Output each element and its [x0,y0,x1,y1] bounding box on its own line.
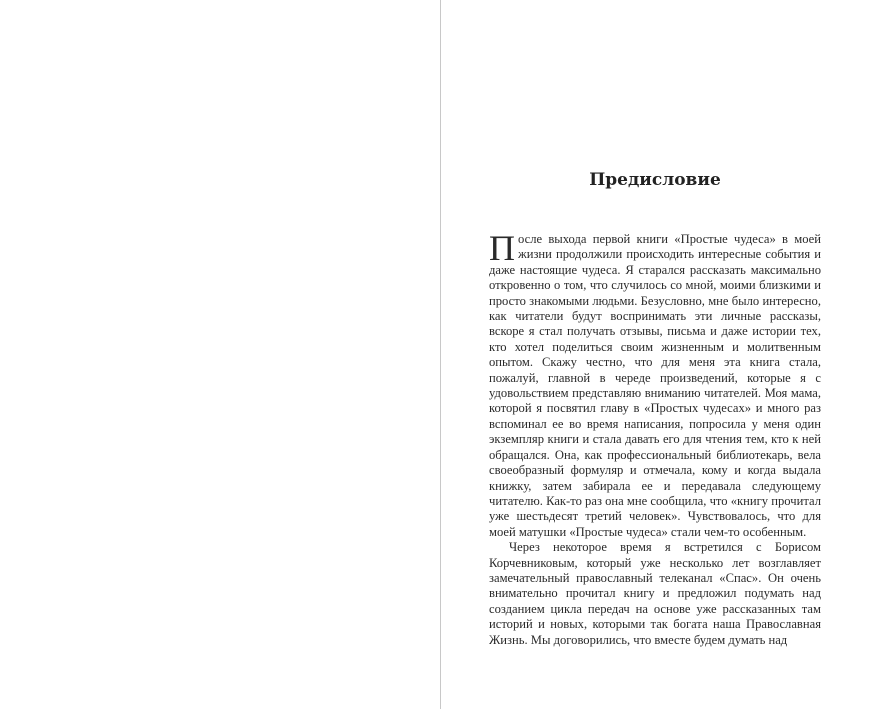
paragraph-2: Через некоторое время я встретился с Борисом Корчевниковым, который уже несколько лет возглавляет замечательный православный телеканал «Спас». Он очень внимательно прочитал книгу и предложил подумать над созданием цикла передач на основе уже рассказанных там историй и новых, которыми так богата наша Православная Жизнь. Мы договорились, что вместе будем думать над [489,540,821,647]
chapter-title: Предисловие [589,170,721,190]
drop-cap: П [489,228,515,268]
paragraph-1-text: осле выхода первой книги «Простые чудеса» в моей жизни продолжили происходить интересные события и даже настоящие чудеса. Я старался рассказать максимально откровенно о том, что случилось со мной, моими близкими и просто знакомыми людьми. Безусловно, мне было интересно, как читатели будут воспринимать эти личные рассказы, вскоре я стал получать отзывы, письма и даже истории тех, кто хотел поделиться своим жизненным и молитвенным опытом. Скажу честно, что для меня эта книга стала, пожалуй, главной в череде произведений, которые я с удовольствием представляю вниманию читателей. Моя мама, которой я посвятил главу в «Простых чудесах» и много раз вспоминал ее во время написания, попросила у меня один экземпляр книги и стала давать его для чтения тем, кто к ней обращался. Она, как профессиональный библиотекарь, вела своеобразный формуляр и отмечала, кому и когда выдала книжку, затем забирала ее и передавала следующему читателю. Как-то раз она мне сообщила, что «книгу прочитал уже шестьдесят третий человек». Чувствовалось, что для моей матушки «Простые чудеса» стали чем-то особенным. [489,232,821,539]
left-page [0,0,441,709]
body-text [489,228,821,648]
paragraph-1 [489,228,821,540]
